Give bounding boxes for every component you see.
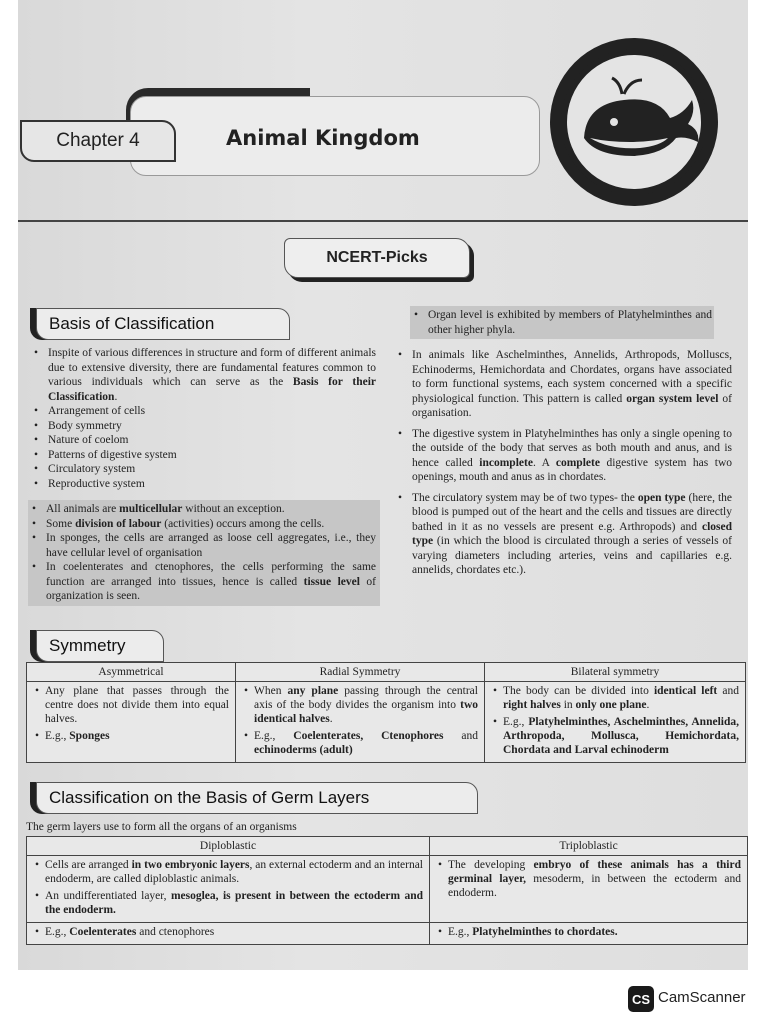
organ-level-item: • Organ level is exhibited by members of Platyhelminthes and other higher phyla. — [412, 308, 712, 337]
document-page — [18, 0, 748, 970]
diplo-point: • An undifferentiated layer, mesoglea, is present in between the ectoderm and the endoderm. — [33, 889, 423, 917]
basis-heading: Basis of Classification — [36, 308, 290, 340]
diplo-example: • E.g., Coelenterates and ctenophores — [33, 925, 423, 939]
basis-right-column — [396, 348, 732, 578]
symmetry-col-header: Radial Symmetry — [236, 663, 485, 682]
diplo-point: • Cells are arranged in two embryonic layers, an external ectoderm and an internal endoderm, are called diploblastic animals. — [33, 858, 423, 886]
triploblastic-cell — [430, 856, 748, 923]
feature-item: • Arrangement of cells — [32, 404, 376, 419]
germ-intro: The germ layers use to form all the organs of an organisms — [26, 821, 297, 833]
box-item: • In coelenterates and ctenophores, the cells performing the same function are arranged into tissues, hence is called tissue level of organization is seen. — [30, 560, 376, 604]
bilateral-point: • The body can be divided into identical left and right halves in only one plane. — [491, 684, 739, 712]
bilateral-cell — [485, 682, 746, 763]
triplo-point: • The developing embryo of these animals has a third germinal layer, mesoderm, in between the ectoderm and endoderm. — [436, 858, 741, 900]
triplo-example: • E.g., Platyhelminthes to chordates. — [436, 925, 741, 939]
feature-item: • Circulatory system — [32, 462, 376, 477]
radial-point: • When any plane passing through the central axis of the body divides the organism into two identical halves. — [242, 684, 478, 726]
camscanner-logo-icon: CS — [628, 986, 654, 1012]
header-divider — [18, 220, 748, 222]
radial-example: • E.g., Coelenterates, Ctenophores and echinoderms (adult) — [242, 729, 478, 757]
asymmetrical-cell — [27, 682, 236, 763]
organ-system-item: • In animals like Aschelminthes, Annelids, Arthropods, Molluscs, Echinoderms, Hemichordata and Chordates, organs have associated to form functional systems, each system concerned with a specific physiological function. This pattern is called organ system level of organisation. — [396, 348, 732, 421]
basis-highlight-box — [28, 500, 380, 606]
feature-item: • Body symmetry — [32, 419, 376, 434]
feature-item: • Reproductive system — [32, 477, 376, 492]
symmetry-col-header: Asymmetrical — [27, 663, 236, 682]
symmetry-table — [26, 662, 746, 763]
triploblastic-example-cell — [430, 923, 748, 945]
organ-level-box — [410, 306, 714, 339]
feature-item: • Nature of coelom — [32, 433, 376, 448]
radial-cell — [236, 682, 485, 763]
asym-example: • E.g., Sponges — [33, 729, 229, 743]
basis-left-column — [32, 346, 376, 491]
ncert-picks-label: NCERT-Picks — [284, 238, 470, 278]
bilateral-example: • E.g., Platyhelminthes, Aschelminthes, Annelida, Arthropoda, Mollusca, Hemichordata, Chordata and Larval echinoderm — [491, 715, 739, 757]
digestive-item: • The digestive system in Platyhelminthes has only a single opening to the outside of the body that serves as both mouth and anus, and is hence called incomplete. A complete digestive system has two openings, mouth and anus as in chordates. — [396, 427, 732, 485]
diploblastic-example-cell — [27, 923, 430, 945]
germ-layers-table — [26, 836, 748, 945]
chapter-title: Animal Kingdom — [226, 126, 420, 150]
symmetry-heading: Symmetry — [36, 630, 164, 662]
diploblastic-cell — [27, 856, 430, 923]
whale-icon — [550, 38, 718, 206]
basis-intro: • Inspite of various differences in structure and form of different animals due to extensive diversity, there are fundamental features common to various individuals which can serve as the Basis for their Classification. — [32, 346, 376, 404]
germ-layers-heading: Classification on the Basis of Germ Layers — [36, 782, 478, 814]
circulatory-item: • The circulatory system may be of two types- the open type (here, the blood is pumped out of the heart and the cells and tissues are directly bathed in it as no vessels are present e.g. Arthropods) and closed type (in which the blood is circulated through a series of vessels of varying diameters including arteries, veins and capillaries e.g. annelids, chordates etc.). — [396, 491, 732, 578]
germ-col-header: Triploblastic — [430, 837, 748, 856]
camscanner-label: CamScanner — [658, 989, 746, 1006]
box-item: • All animals are multicellular without an exception. — [30, 502, 376, 517]
box-item: • Some division of labour (activities) occurs among the cells. — [30, 517, 376, 532]
chapter-label: Chapter 4 — [20, 120, 176, 162]
asym-point: • Any plane that passes through the centre does not divide them into equal halves. — [33, 684, 229, 726]
germ-col-header: Diploblastic — [27, 837, 430, 856]
box-item: • In sponges, the cells are arranged as loose cell aggregates, i.e., they have cellular level of organisation — [30, 531, 376, 560]
feature-item: • Patterns of digestive system — [32, 448, 376, 463]
symmetry-col-header: Bilateral symmetry — [485, 663, 746, 682]
